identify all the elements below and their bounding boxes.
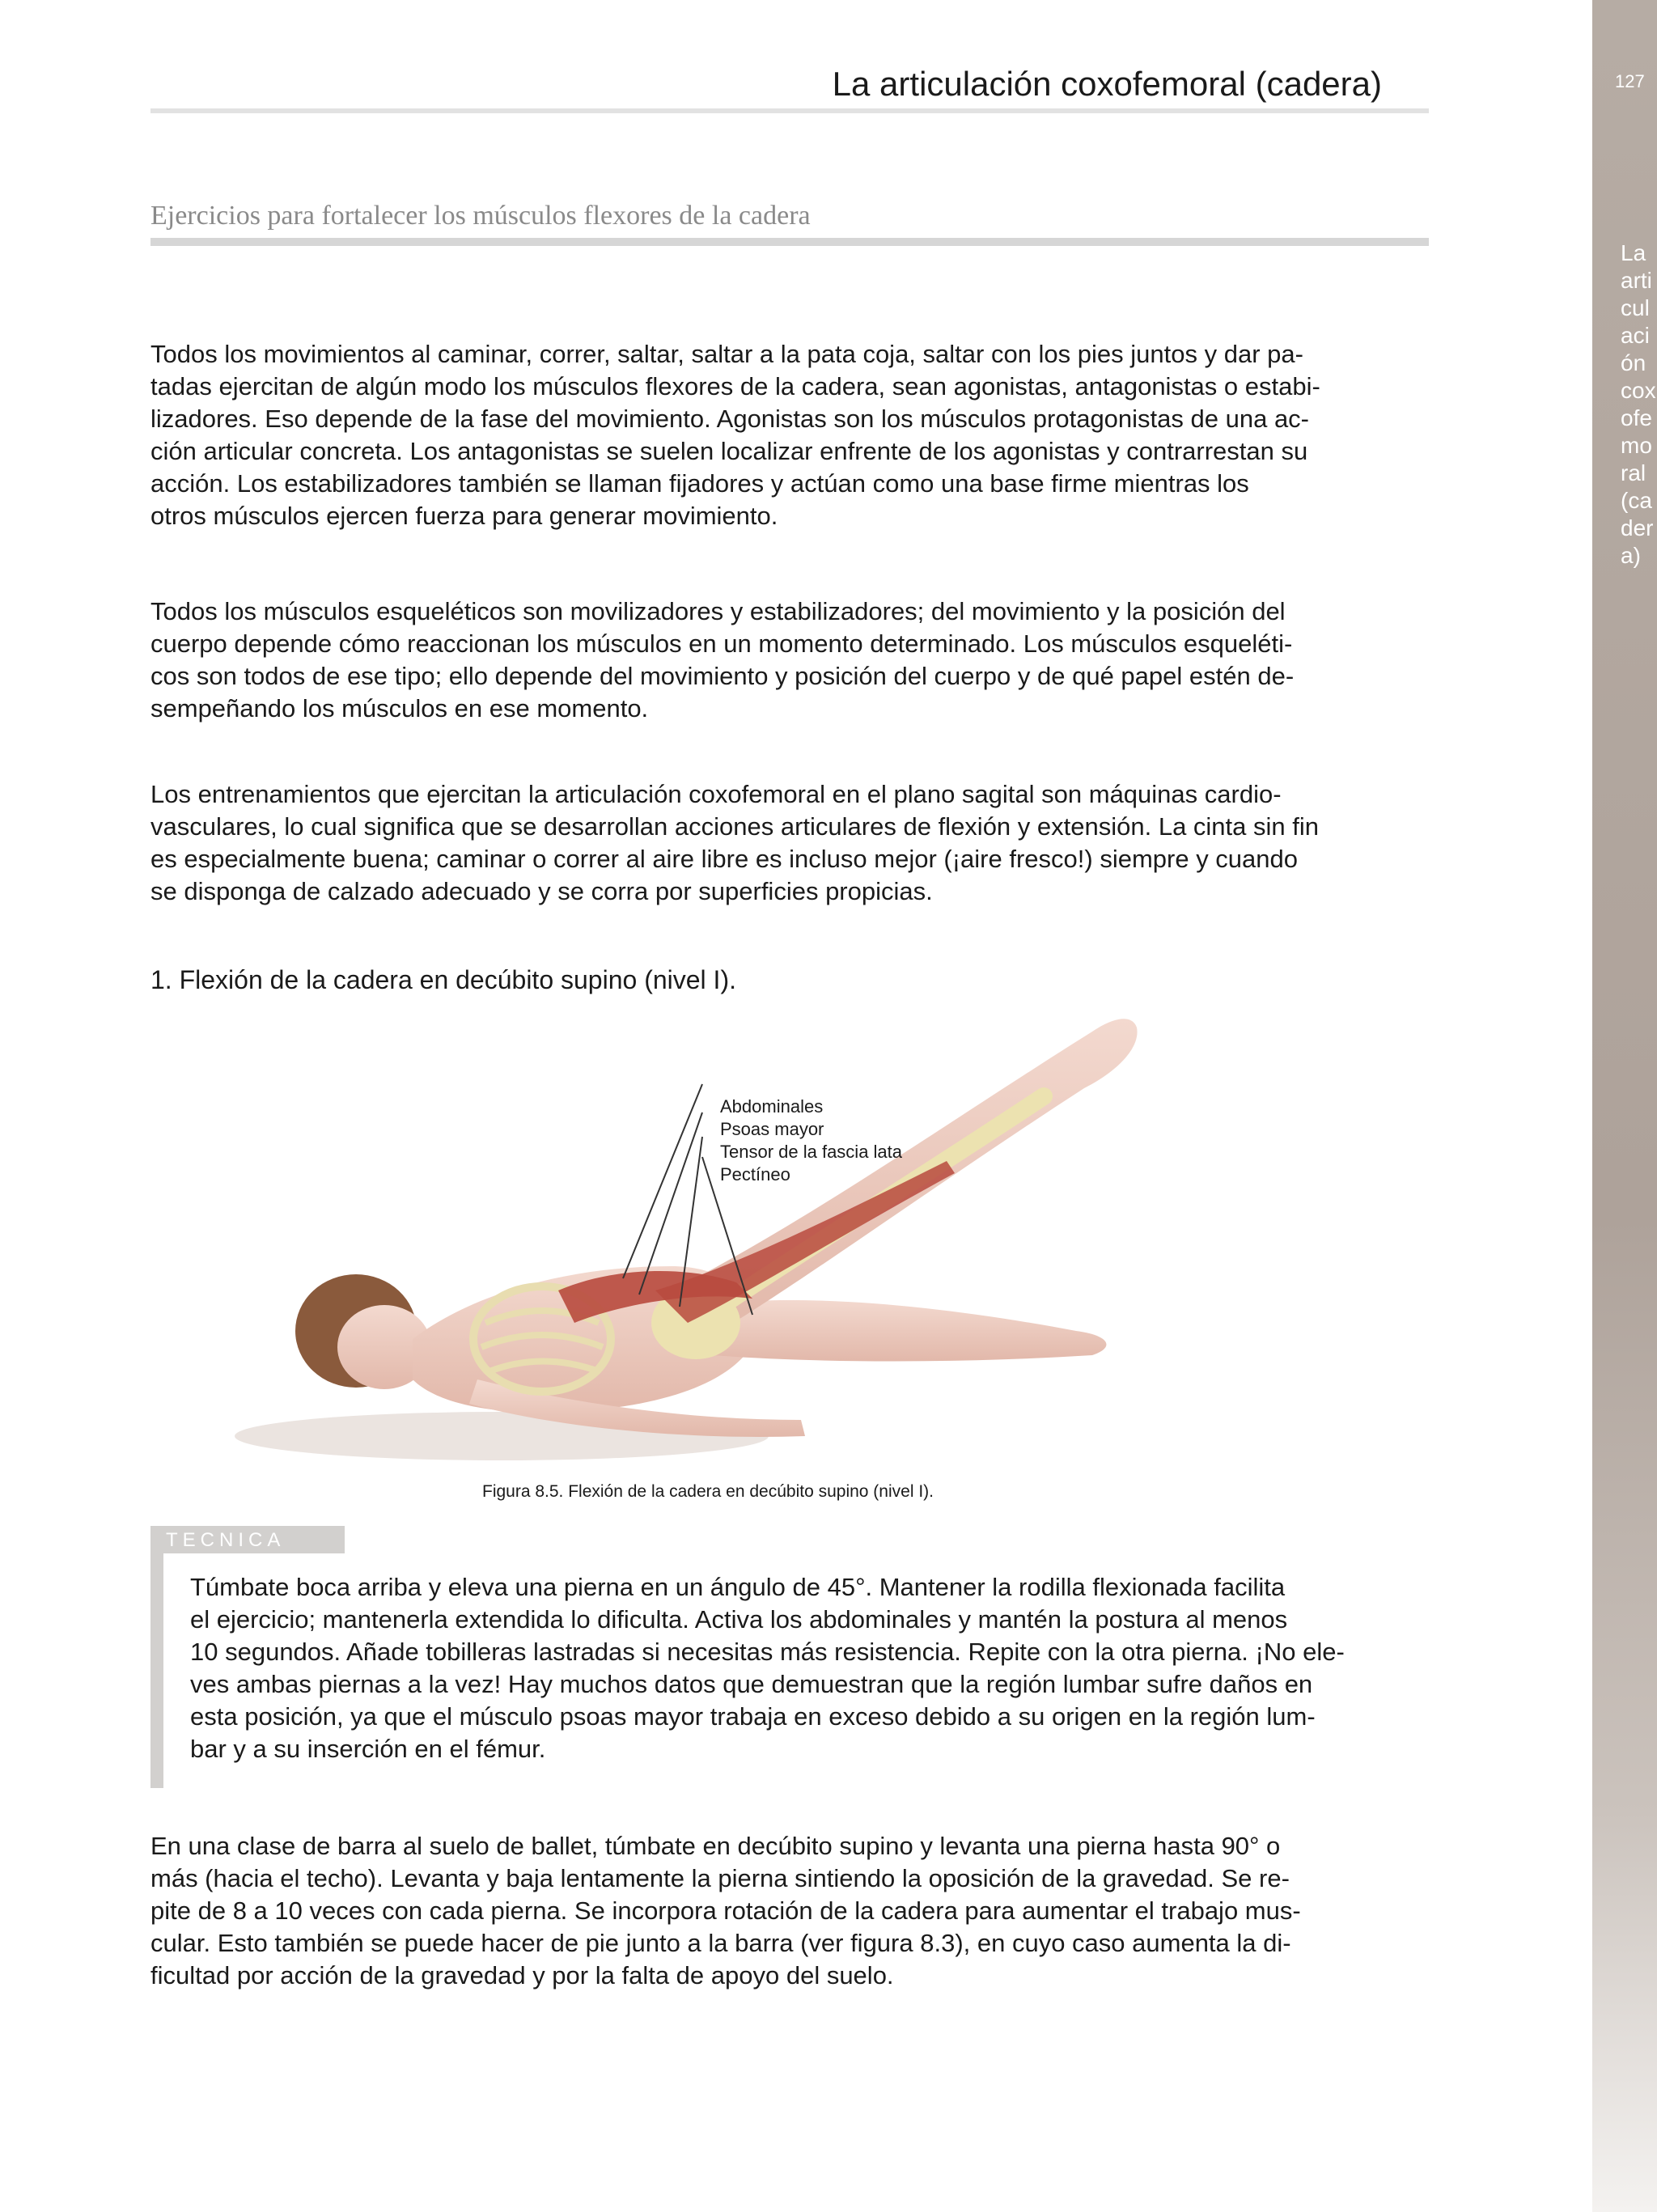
header-rule: [150, 108, 1429, 113]
paragraph-muscles: [150, 595, 1477, 725]
text-line: esta posición, ya que el músculo psoas mayor trabaja en exceso debido a su origen en la región lum-: [190, 1702, 1316, 1731]
leader-line: [623, 1084, 702, 1278]
text-line: bar y a su inserción en el fémur.: [190, 1735, 546, 1763]
text-line: pite de 8 a 10 veces con cada pierna. Se incorpora rotación de la cadera para aumentar el trabajo mus-: [150, 1896, 1301, 1925]
text-line: Todos los movimientos al caminar, correr, saltar, saltar a la pata coja, saltar con los pies juntos y dar pa-: [150, 340, 1303, 368]
text-line: es especialmente buena; caminar o correr al aire libre es incluso mejor (¡aire fresco!) siempre y cuando: [150, 845, 1299, 873]
page-number: 127: [1615, 71, 1645, 91]
exercise-title: 1. Flexión de la cadera en decúbito supino (nivel I).: [150, 965, 736, 994]
anatomy-illustration: [235, 999, 1303, 1468]
text-line: ficultad por acción de la gravedad y por la falta de apoyo del suelo.: [150, 1961, 894, 1990]
side-chapter-title: La articulación coxofemoral (cadera): [1621, 240, 1656, 568]
label-abdominales: Abdominales: [720, 1096, 824, 1117]
text-line: Todos los músculos esqueléticos son movilizadores y estabilizadores; del movimiento y la posición del: [150, 597, 1286, 625]
tecnica-label: TECNICA: [166, 1529, 286, 1551]
paragraph-training: [150, 778, 1477, 908]
text-line: el ejercicio; mantenerla extendida lo dificulta. Activa los abdominales y mantén la postura al menos: [190, 1605, 1288, 1634]
text-line: más (hacia el techo). Levanta y baja lentamente la pierna sintiendo la oposición de la gravedad. Se re-: [150, 1864, 1290, 1892]
text-line: Túmbate boca arriba y eleva una pierna en un ángulo de 45°. Mantener la rodilla flexionada facilita: [190, 1573, 1286, 1601]
section-rule: [150, 238, 1429, 246]
text-line: ción articular concreta. Los antagonistas se suelen localizar enfrente de los agonistas y contrarrestan su: [150, 437, 1308, 465]
figure-caption: Figura 8.5. Flexión de la cadera en decúbito supino (nivel I).: [482, 1482, 934, 1501]
text-line: tadas ejercitan de algún modo los músculos flexores de la cadera, sean agonistas, antagonistas o estabi-: [150, 372, 1320, 400]
text-line: acción. Los estabilizadores también se llaman fijadores y actúan como una base firme mientras los: [150, 469, 1249, 498]
text-line: cuerpo depende cómo reaccionan los músculos en un momento determinado. Los músculos esqueléti-: [150, 629, 1293, 658]
text-line: cular. Esto también se puede hacer de pie junto a la barra (ver figura 8.3), en cuyo caso aumenta la di-: [150, 1929, 1291, 1957]
text-line: 10 segundos. Añade tobilleras lastradas si necesitas más resistencia. Repite con la otra pierna. ¡No ele-: [190, 1638, 1345, 1666]
label-pectineo: Pectíneo: [720, 1164, 790, 1184]
paragraph-ballet: [150, 1830, 1477, 1992]
label-tensor-fascia-lata: Tensor de la fascia lata: [720, 1142, 903, 1162]
text-line: otros músculos ejercen fuerza para generar movimiento.: [150, 502, 778, 530]
text-line: Los entrenamientos que ejercitan la articulación coxofemoral en el plano sagital son máquinas cardio-: [150, 780, 1282, 808]
section-title: Ejercicios para fortalecer los músculos flexores de la cadera: [150, 201, 811, 231]
text-line: se disponga de calzado adecuado y se corra por superficies propicias.: [150, 877, 933, 905]
paragraph-intro: [150, 338, 1477, 532]
text-line: En una clase de barra al suelo de ballet, túmbate en decúbito supino y levanta una pierna hasta 90° o: [150, 1832, 1281, 1860]
text-line: vasculares, lo cual significa que se desarrollan acciones articulares de flexión y extensión. La cinta sin fin: [150, 812, 1319, 841]
hip-flexor-muscles: [655, 1161, 955, 1323]
label-psoas-mayor: Psoas mayor: [720, 1119, 824, 1139]
tecnica-text: [190, 1571, 1517, 1765]
text-line: lizadores. Eso depende de la fase del movimiento. Agonistas son los músculos protagonistas de una ac-: [150, 405, 1310, 433]
tecnica-bar: [150, 1553, 163, 1788]
text-line: sempeñando los músculos en ese momento.: [150, 694, 649, 723]
text-line: cos son todos de ese tipo; ello depende del movimiento y posición del cuerpo y de qué papel estén de-: [150, 662, 1295, 690]
text-line: ves ambas piernas a la vez! Hay muchos datos que demuestran que la región lumbar sufre daños en: [190, 1670, 1313, 1698]
page-header-title: La articulación coxofemoral (cadera): [832, 65, 1382, 103]
